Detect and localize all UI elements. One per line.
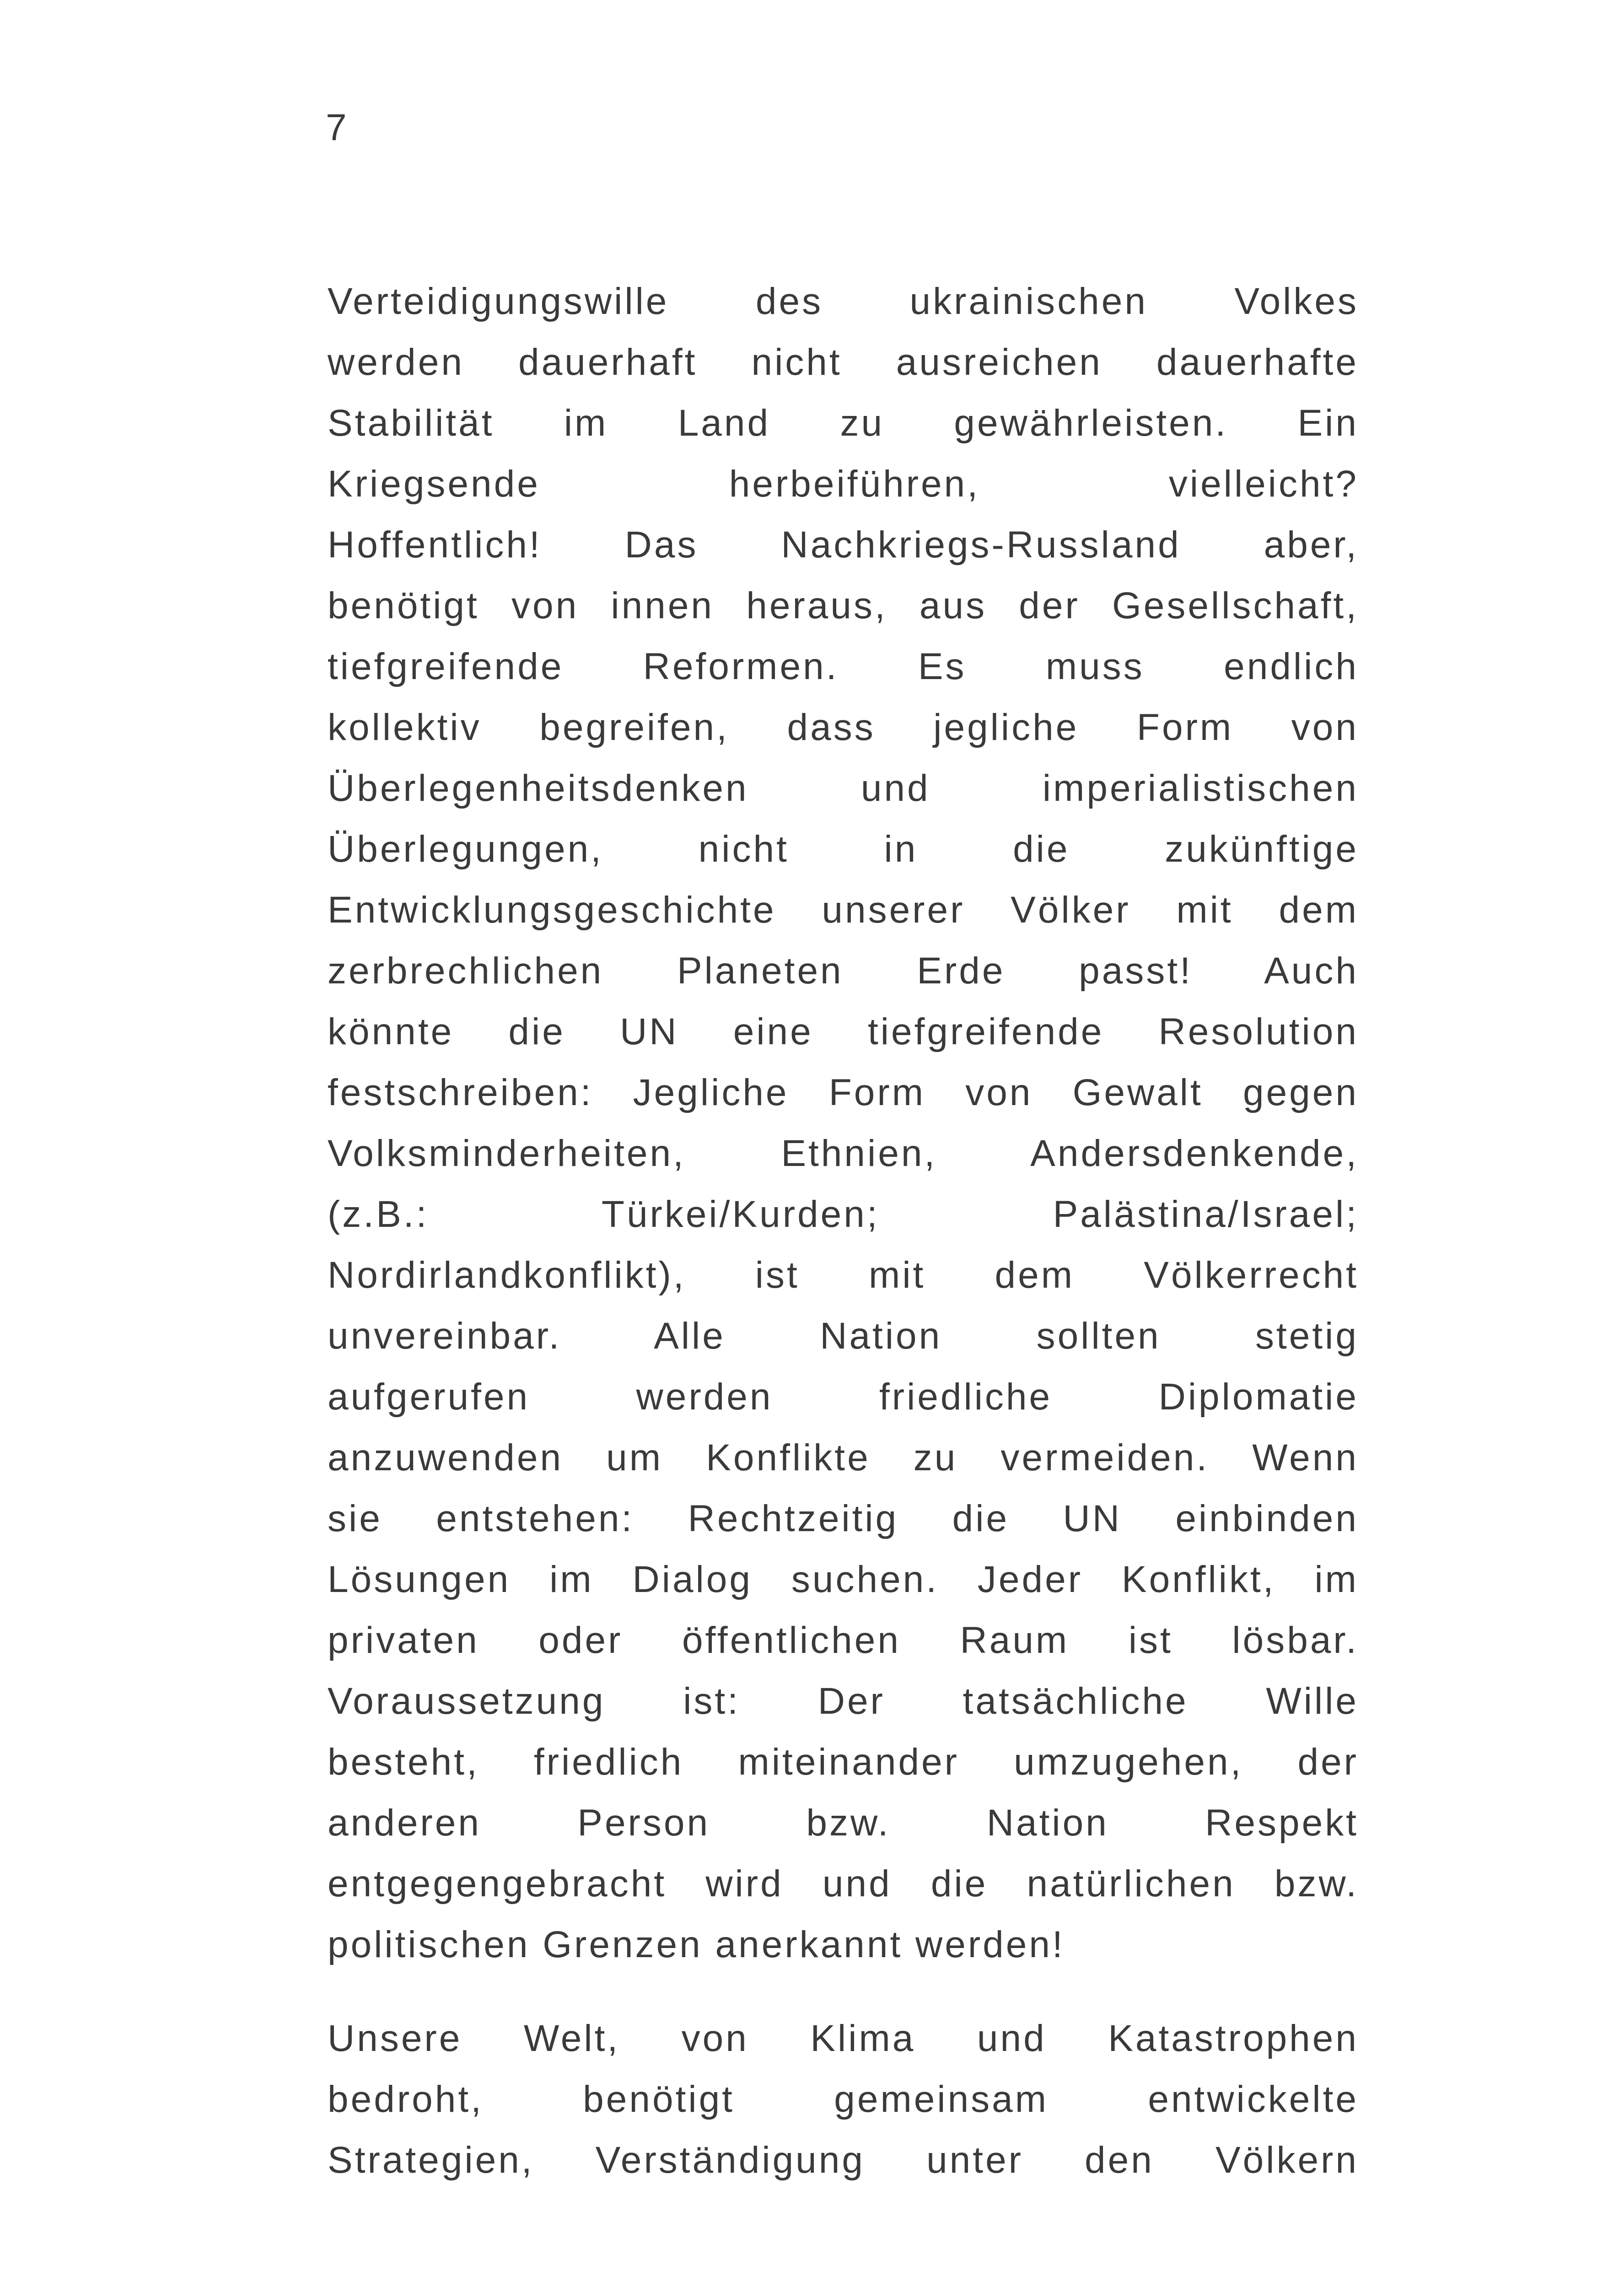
text-line: besteht, friedlich miteinander umzugehen, der	[328, 1741, 1359, 1783]
text-line: bedroht, benötigt gemeinsam entwickelte	[328, 2078, 1359, 2120]
text-line: sie entstehen: Rechtzeitig die UN einbinden	[328, 1498, 1359, 1539]
paragraph-2	[328, 2008, 1359, 2191]
page-number: 7	[326, 107, 347, 148]
text-line: Nordirlandkonflikt), ist mit dem Völkerrecht	[328, 1254, 1359, 1296]
text-line: Strategien, Verständigung unter den Völkern	[328, 2139, 1359, 2181]
text-line: Unsere Welt, von Klima und Katastrophen	[328, 2018, 1359, 2059]
text-line: tiefgreifende Reformen. Es muss endlich	[328, 646, 1359, 687]
text-line: Stabilität im Land zu gewährleisten. Ein	[328, 402, 1359, 444]
text-line: könnte die UN eine tiefgreifende Resolution	[328, 1011, 1359, 1052]
text-line: Überlegenheitsdenken und imperialistischen	[328, 767, 1359, 809]
text-line: Kriegsende herbeiführen, vielleicht?	[328, 463, 1359, 505]
text-line: (z.B.: Türkei/Kurden; Palästina/Israel;	[328, 1193, 1359, 1235]
text-line: Entwicklungsgeschichte unserer Völker mit dem	[328, 889, 1359, 931]
paragraph-1	[328, 271, 1359, 1975]
text-line: privaten oder öffentlichen Raum ist lösbar.	[328, 1619, 1359, 1661]
text-line: entgegengebracht wird und die natürlichen bzw.	[328, 1863, 1359, 1905]
text-line: zerbrechlichen Planeten Erde passt! Auch	[328, 950, 1359, 992]
text-line: Hoffentlich! Das Nachkriegs-Russland aber,	[328, 524, 1359, 566]
text-line: unvereinbar. Alle Nation sollten stetig	[328, 1315, 1359, 1357]
text-line: politischen Grenzen anerkannt werden!	[328, 1924, 1065, 1965]
text-line: Volksminderheiten, Ethnien, Andersdenkende,	[328, 1133, 1359, 1174]
text-line: Verteidigungswille des ukrainischen Volkes	[328, 281, 1359, 322]
text-line: festschreiben: Jegliche Form von Gewalt gegen	[328, 1072, 1359, 1113]
text-line: kollektiv begreifen, dass jegliche Form von	[328, 707, 1359, 748]
text-line: werden dauerhaft nicht ausreichen dauerhafte	[328, 341, 1359, 383]
text-line: anzuwenden um Konflikte zu vermeiden. Wenn	[328, 1437, 1359, 1479]
text-line: Lösungen im Dialog suchen. Jeder Konflikt, im	[328, 1559, 1359, 1600]
text-line: benötigt von innen heraus, aus der Gesellschaft,	[328, 585, 1359, 626]
text-line: Voraussetzung ist: Der tatsächliche Wille	[328, 1680, 1359, 1722]
text-line: anderen Person bzw. Nation Respekt	[328, 1802, 1359, 1844]
text-line: Überlegungen, nicht in die zukünftige	[328, 828, 1359, 870]
text-line: aufgerufen werden friedliche Diplomatie	[328, 1376, 1359, 1418]
